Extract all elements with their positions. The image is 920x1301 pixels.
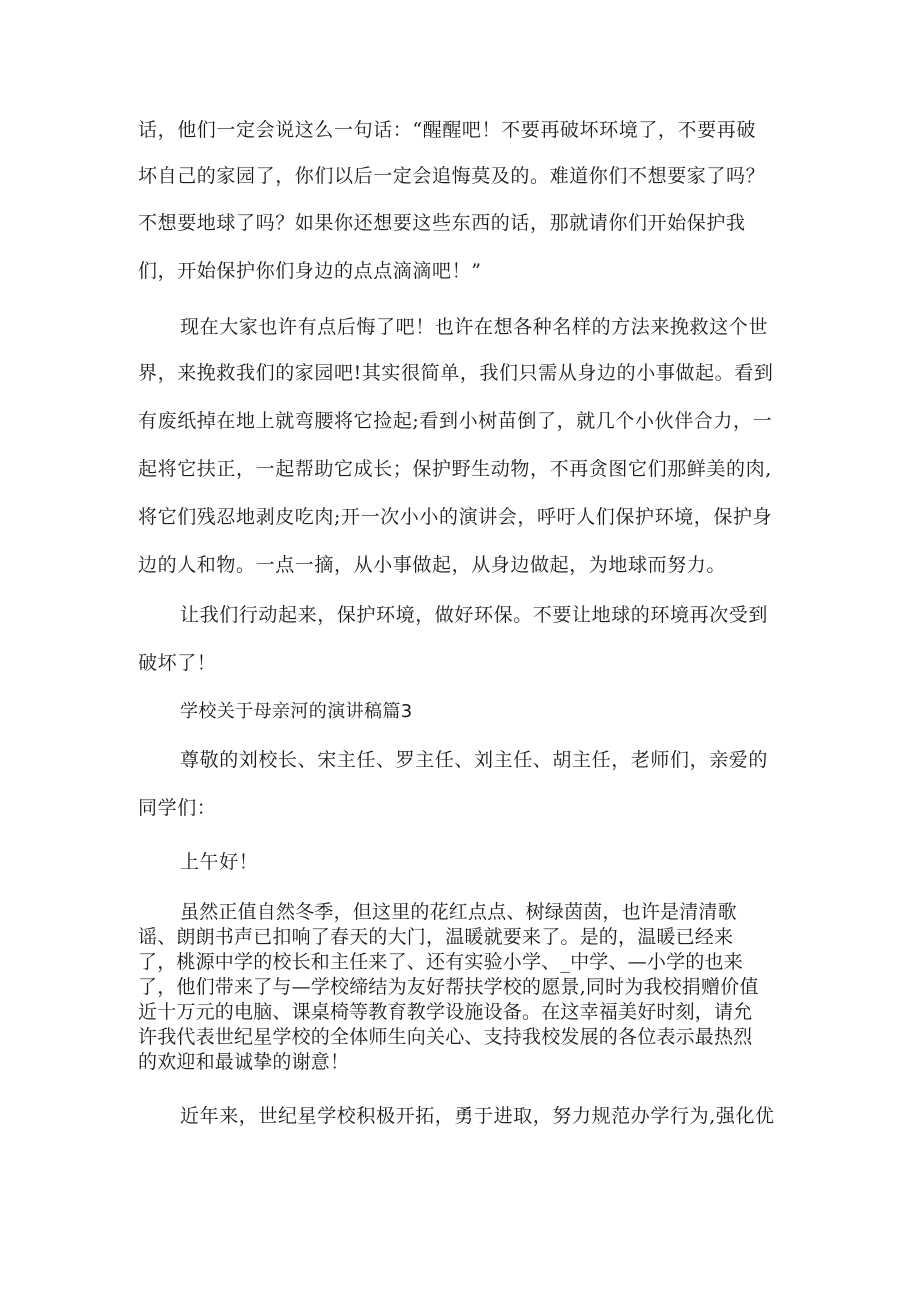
greeting: 上午好！ <box>180 851 259 873</box>
text-line: 让我们行动起来，保护环境，做好环保。不要让地球的环境再次受到 <box>180 604 769 626</box>
text-line: 界，来挽救我们的家园吧!其实很简单，我们只需从身边的小事做起。看到 <box>138 362 774 384</box>
text-line: 现在大家也许有点后悔了吧！也许在想各种名样的方法来挽救这个世 <box>180 316 769 338</box>
text-line: 们，开始保护你们身边的点点滴滴吧！” <box>138 260 482 282</box>
text-line: 近十万元的电脑、课桌椅等教育教学设施设备。在这幸福美好时刻，请允 <box>138 1001 753 1023</box>
text-line: 许我代表世纪星学校的全体师生向关心、支持我校发展的各位表示最热烈 <box>138 1026 753 1048</box>
text-line: 谣、朗朗书声已扣响了春天的大门，温暖就要来了。是的，温暖已经来 <box>138 926 734 948</box>
text-line: 不想要地球了吗？如果你还想要这些东西的话，那就请你们开始保护我 <box>138 212 746 234</box>
text-line: 话，他们一定会说这么一句话：“醒醒吧！不要再破坏环境了，不要再破 <box>138 119 756 141</box>
text-line: 了，他们带来了与—学校缔结为友好帮扶学校的愿景,同时为我校捐赠价值 <box>138 976 759 998</box>
text-line: 有废纸掉在地上就弯腰将它捡起;看到小树苗倒了，就几个小伙伴合力，一 <box>138 410 773 432</box>
text-line: 边的人和物。一点一摘，从小事做起，从身边做起，为地球而努力。 <box>138 554 727 576</box>
text-line: 破坏了！ <box>138 652 217 674</box>
salutation-line: 尊敬的刘校长、宋主任、罗主任、刘主任、胡主任，老师们，亲爱的 <box>180 749 769 771</box>
salutation-line: 同学们： <box>138 797 217 819</box>
text-line: 坏自己的家园了，你们以后一定会追悔莫及的。难道你们不想要家了吗？ <box>138 165 766 187</box>
text-line: 了，桃源中学的校长和主任来了、还有实验小学、_中学、—小学的也来 <box>138 951 743 973</box>
text-line: 起将它扶正，一起帮助它成长；保护野生动物，不再贪图它们那鲜美的肉, <box>138 458 772 480</box>
text-line: 将它们残忍地剥皮吃肉;开一次小小的演讲会，呼吁人们保护环境，保护身 <box>138 506 773 528</box>
text-line: 的欢迎和最诚挚的谢意！ <box>138 1051 350 1073</box>
section-heading: 学校关于母亲河的演讲稿篇3 <box>180 701 413 722</box>
text-line: 虽然正值自然冬季，但这里的花红点点、树绿茵茵，也许是清清歌 <box>180 901 737 923</box>
text-line: 近年来，世纪星学校积极开拓，勇于进取，努力规范办学行为,强化优 <box>180 1105 775 1127</box>
